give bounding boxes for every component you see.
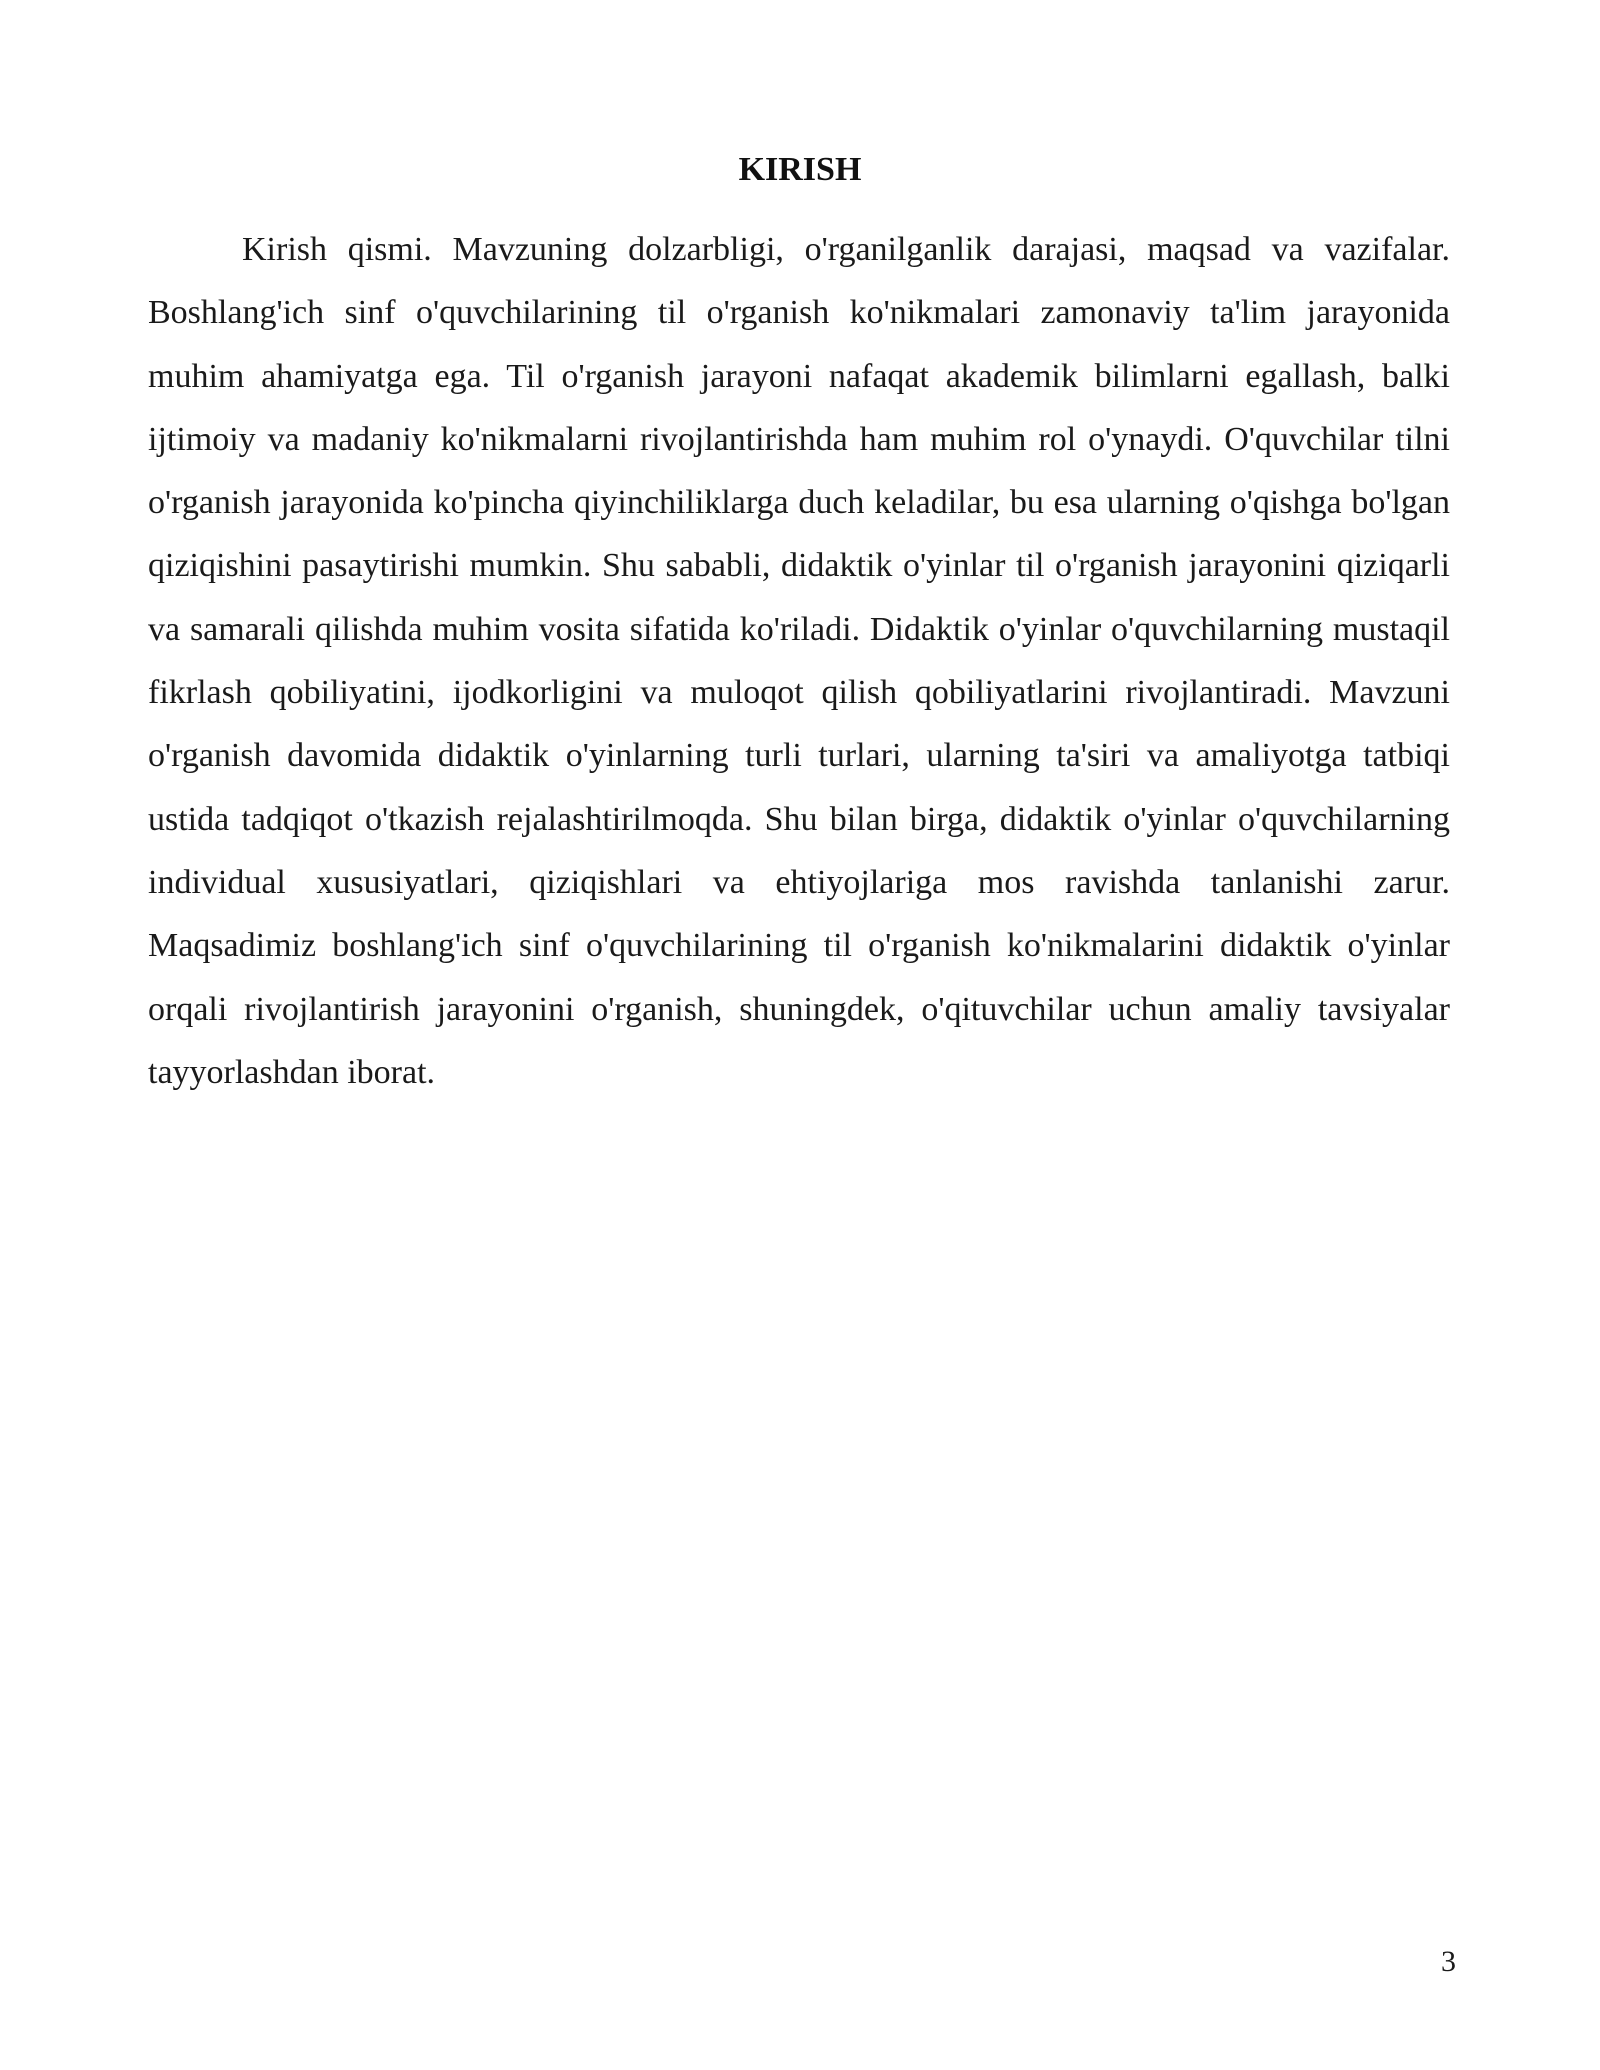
body-paragraph: Kirish qismi. Mavzuning dolzarbligi, o'rganilganlik darajasi, maqsad va vazifalar. Boshlang'ich sinf o'quvchilarining til o'rganish ko'nikmalari zamonaviy ta'lim jarayonida muhim ahamiyatga ega. Til o'rganish jarayoni nafaqat akademik bilimlarni egallash, balki ijtimoiy va madaniy ko'nikmalarni rivojlantirishda ham muhim rol o'ynaydi. O'quvchilar tilni o'rganish jarayonida ko'pincha qiyinchiliklarga duch keladilar, bu esa ularning o'qishga bo'lgan qiziqishini pasaytirishi mumkin. Shu sababli, didaktik o'yinlar til o'rganish jarayonini qiziqarli va samarali qilishda muhim vosita sifatida ko'riladi. Didaktik o'yinlar o'quvchilarning mustaqil fikrlash qobiliyatini, ijodkorligini va muloqot qilish qobiliyatlarini rivojlantiradi. Mavzuni o'rganish davomida didaktik o'yinlarning turli turlari, ularning ta'siri va amaliyotga tatbiqi ustida tadqiqot o'tkazish rejalashtirilmoqda. Shu bilan birga, didaktik o'yinlar o'quvchilarning individual xususiyatlari, qiziqishlari va ehtiyojlariga mos ravishda tanlanishi zarur. Maqsadimiz boshlang'ich sinf o'quvchilarining til o'rganish ko'nikmalarini didaktik o'yinlar orqali rivojlantirish jarayonini o'rganish, shuningdek, o'qituvchilar uchun amaliy tavsiyalar tayyorlashdan iborat. <box>148 231 1450 1091</box>
section-heading: KIRISH <box>738 151 862 188</box>
page-number: 3 <box>1441 1945 1456 1978</box>
